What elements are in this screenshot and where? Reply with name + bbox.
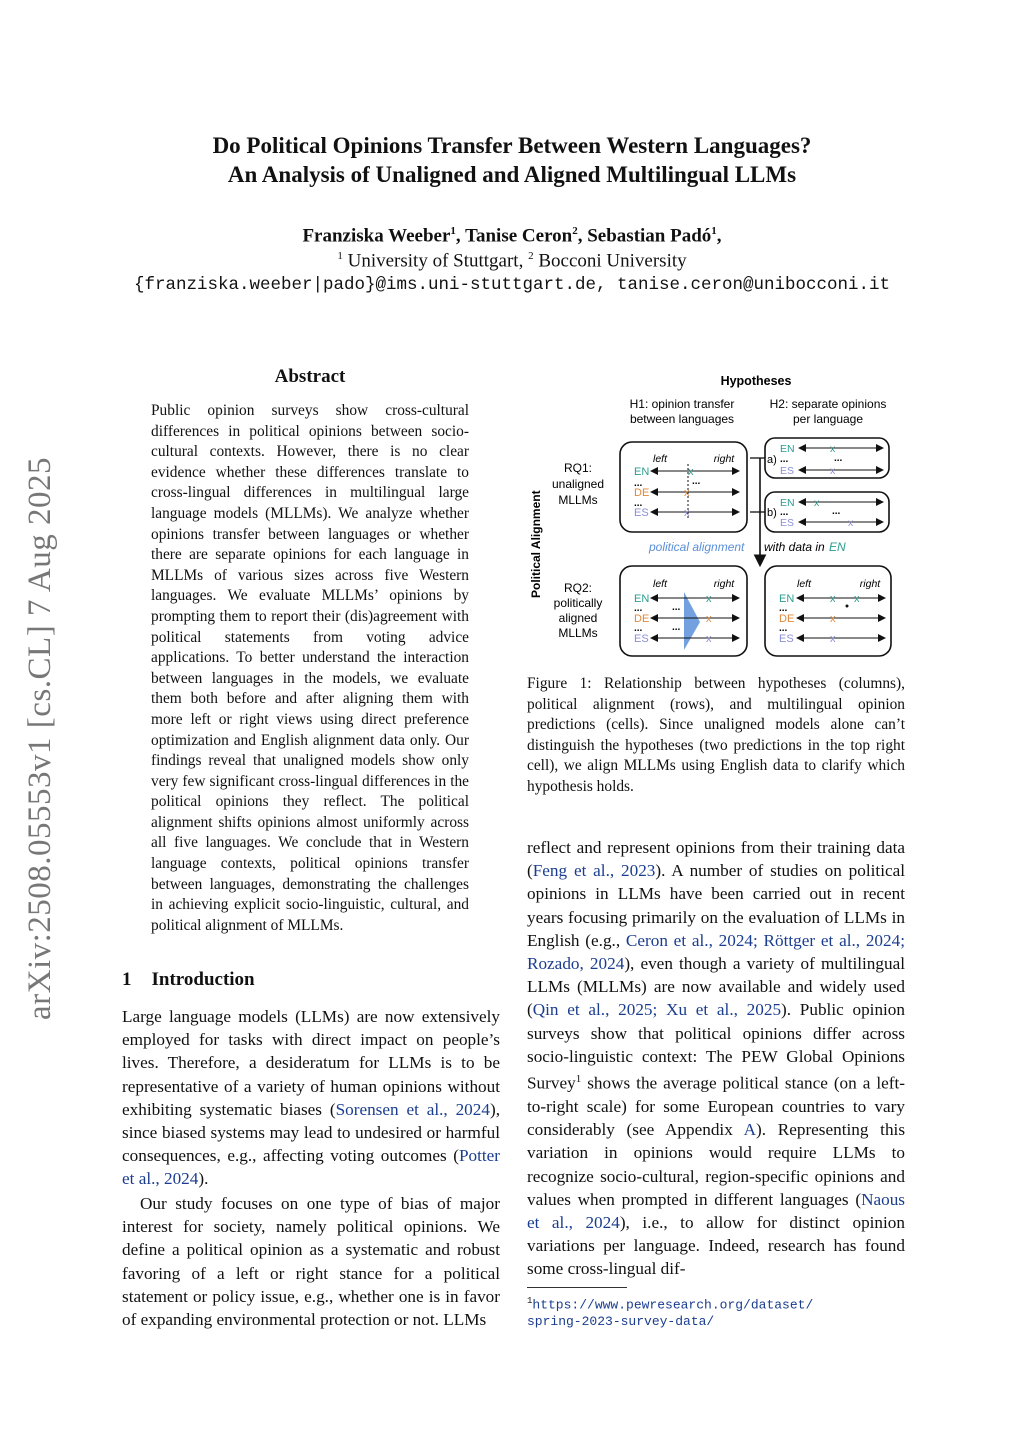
lang-en-label: EN	[780, 497, 795, 509]
lang-de-label: DE	[779, 613, 795, 625]
opinion-mark: x	[814, 497, 820, 509]
lang-es-label: ES	[780, 517, 795, 529]
ellipsis: ...	[634, 603, 643, 614]
lang-de-label: DE	[634, 613, 650, 625]
marker-dot	[846, 605, 849, 608]
paper-title-line1: Do Political Opinions Transfer Between Western Languages?	[212, 133, 812, 158]
opinion-mark: x	[688, 466, 694, 478]
affiliations: $^1$ University of Stuttgart, $^2$ Bocconi University	[337, 250, 687, 272]
author-list: Franziska Weeber$^1$, Tanise Ceron$^2$, Sebastian Padó$^1$,	[302, 225, 722, 247]
rq2-label: MLLMs	[558, 626, 598, 640]
lang-en-label: EN	[634, 593, 650, 605]
opinion-mark: x	[706, 593, 712, 605]
opinion-mark: x	[848, 517, 854, 529]
section-heading: 1 Introduction	[122, 969, 255, 990]
axis-right-label: right	[713, 453, 735, 465]
h1-label-line2: between languages	[629, 412, 735, 426]
axis-left-label: left	[796, 578, 812, 590]
citation-link[interactable]: Naous et al., 2024	[527, 1189, 905, 1232]
lang-es-label: ES	[634, 633, 649, 645]
rq2-label: aligned	[558, 611, 598, 625]
label-a: a)	[767, 454, 777, 466]
ellipsis: ...	[780, 507, 789, 518]
ellipsis: ...	[779, 623, 788, 634]
citation-link[interactable]: Ceron et al., 2024; Röttger et al., 2024; Rozado, 2024	[527, 930, 905, 974]
opinion-mark: x	[830, 465, 836, 477]
citation-link[interactable]: Potter et al., 2024	[122, 1146, 500, 1189]
lang-es-label: ES	[780, 465, 795, 477]
axis-left-label: left	[652, 453, 668, 465]
rq2-label: RQ2:	[563, 581, 593, 595]
axis-right-label: right	[859, 578, 881, 590]
lang-es-label: ES	[779, 633, 794, 645]
intro-paragraph-2: Our study focuses on one type of bias of major interest for society, namely political opinions. We define a political opinion as a systematic and robust favoring of a left or right stance for a political statement or policy issue, e.g., whether one is in favor of expanding environmental protection or not. LLMs	[122, 1194, 500, 1330]
right-column-paragraph: reflect and represent opinions from their training data (Feng et al., 2023). A number of studies on political opinions in LLMs have been carried out in recent years focusing primarily on the evaluation of LLMs in English (e.g., Ceron et al., 2024; Röttger et al., 2024; Rozado, 2024), even though a variety of multilingual LLMs (MLLMs) are now available and widely used (Qin et al., 2025; Xu et al., 2025). Public opinion surveys show that political opinions differ across socio-linguistic context: The PEW Global Opinions Survey$^1$ shows the average political stance (on a left-to-right scale) for some European countries to vary considerably (see Appendix A). Representing this variation in opinions would require LLMs to recognize socio-cultural, region-specific opinions and values when prompted in different languages (Naous et al., 2024), i.e., to allow for distinct opinion variations per language. Indeed, research has found some cross-lingual dif-	[527, 838, 906, 1279]
paper-title-line2: An Analysis of Unaligned and Aligned Multilingual LLMs	[227, 162, 797, 187]
opinion-mark: x	[706, 613, 712, 625]
opinion-mark: x	[854, 593, 860, 605]
abstract-text: Public opinion surveys show cross-cultural differences in political opinions between socio-cultural contexts. However, there is no clear evidence whether these differences translate to cross-lingual differences in multilingual large language models (MLLMs). We analyze whether opinions transfer between languages or whether there are separate opinions for each language in MLLMs of various sizes across five Western languages. We evaluate MLLMs’ opinions by prompting them to report their (dis)agreement with political statements from voting advice applications. To better understand the interaction between languages in the models, we evaluate them both before and after aligning them with more left or right views using direct preference optimization and English alignment data only. Our findings reveal that unaligned models show only very few significant cross-lingual differences in the political opinions they reflect. The political alignment shifts opinions almost uniformly across all five languages. We conclude that in Western language contexts, political opinions transfer between languages, demonstrating the challenges in achieving explicit socio-linguistic, cultural, and political alignment of MLLMs.	[151, 402, 469, 934]
footnote-url-line1[interactable]: https://www.pewresearch.org/dataset/	[532, 1297, 814, 1313]
lang-de-label: DE	[634, 487, 650, 499]
ellipsis: ...	[634, 623, 643, 634]
with-data-label: with data in	[764, 540, 825, 554]
opinion-mark: x	[830, 633, 836, 645]
author-emails[interactable]: {franziska.weeber|pado}@ims.uni-stuttgart.de, tanise.ceron@unibocconi.it	[133, 275, 891, 295]
label-b: b)	[767, 507, 777, 519]
lang-en-label: EN	[780, 443, 795, 455]
ellipsis: ...	[672, 622, 681, 633]
h2-label-line2: per language	[792, 412, 864, 426]
with-data-lang: EN	[829, 540, 846, 554]
rq1-label: unaligned	[551, 477, 605, 491]
ellipsis: ...	[634, 478, 643, 489]
h2-label-line1: H2: separate opinions	[769, 397, 887, 411]
ellipsis: ...	[672, 602, 681, 613]
lang-en-label: EN	[779, 593, 795, 605]
figure-caption: Figure 1: Relationship between hypotheses (columns), political alignment (rows), and multilingual opinion predictions (cells). Since unaligned models alone can’t distinguish the hypotheses (two predictions in the top right cell), we align MLLMs using English data to clarify which hypothesis holds.	[527, 675, 905, 795]
citation-link[interactable]: Feng et al., 2023	[532, 861, 656, 881]
citation-link[interactable]: Qin et al., 2025; Xu et al., 2025	[532, 1000, 782, 1020]
ellipsis: ...	[832, 506, 841, 517]
political-alignment-label: political alignment	[649, 540, 745, 554]
rq1-label: RQ1:	[563, 461, 593, 475]
opinion-mark: x	[830, 443, 836, 455]
figure-1-diagram	[522, 368, 908, 668]
ellipsis: ...	[834, 453, 843, 464]
opinion-mark: x	[684, 507, 690, 519]
citation-link[interactable]: Sorensen et al., 2024	[335, 1099, 490, 1119]
footnote-rule	[527, 1287, 627, 1288]
shift-arrow-shape	[684, 592, 700, 650]
axis-right-label: right	[713, 578, 735, 590]
ellipsis: ...	[692, 476, 701, 487]
rq2-label: politically	[553, 596, 603, 610]
rq1-label: MLLMs	[558, 493, 598, 507]
ellipsis: ...	[634, 498, 643, 509]
ellipsis: ...	[780, 454, 789, 465]
ellipsis: ...	[779, 603, 788, 614]
opinion-mark: x	[830, 593, 836, 605]
abstract-heading: Abstract	[274, 366, 346, 387]
opinion-mark: x	[706, 633, 712, 645]
y-axis-label: Political Alignment	[529, 490, 543, 598]
opinion-mark: x	[684, 487, 690, 499]
lang-es-label: ES	[634, 507, 649, 519]
axis-left-label: left	[652, 578, 668, 590]
h1-label-line1: H1: opinion transfer	[629, 397, 735, 411]
intro-paragraph-1: Large language models (LLMs) are now extensively employed for tasks with direct impact on people’s lives. Therefore, a desideratum for LLMs is to be representative of a variety of human opinions without exhibiting systematic biases (Sorensen et al., 2024), since biased systems may lead to undesired or harmful consequences, e.g., affecting voting outcomes (Potter et al., 2024).	[122, 1007, 500, 1189]
appendix-link[interactable]: A	[743, 1120, 756, 1140]
arxiv-identifier: arXiv:2508.05553v1 [cs.CL] 7 Aug 2025	[22, 457, 58, 1020]
footnote-mark[interactable]: 1	[575, 1073, 582, 1086]
opinion-mark: x	[830, 613, 836, 625]
lang-en-label: EN	[634, 466, 650, 478]
figure-hypotheses-title: Hypotheses	[720, 374, 792, 388]
footnote[interactable]: $^1$https://www.pewresearch.org/dataset/ spring-2023-survey-data/	[527, 1296, 814, 1330]
footnote-url-line2[interactable]: spring-2023-survey-data/	[527, 1314, 715, 1330]
